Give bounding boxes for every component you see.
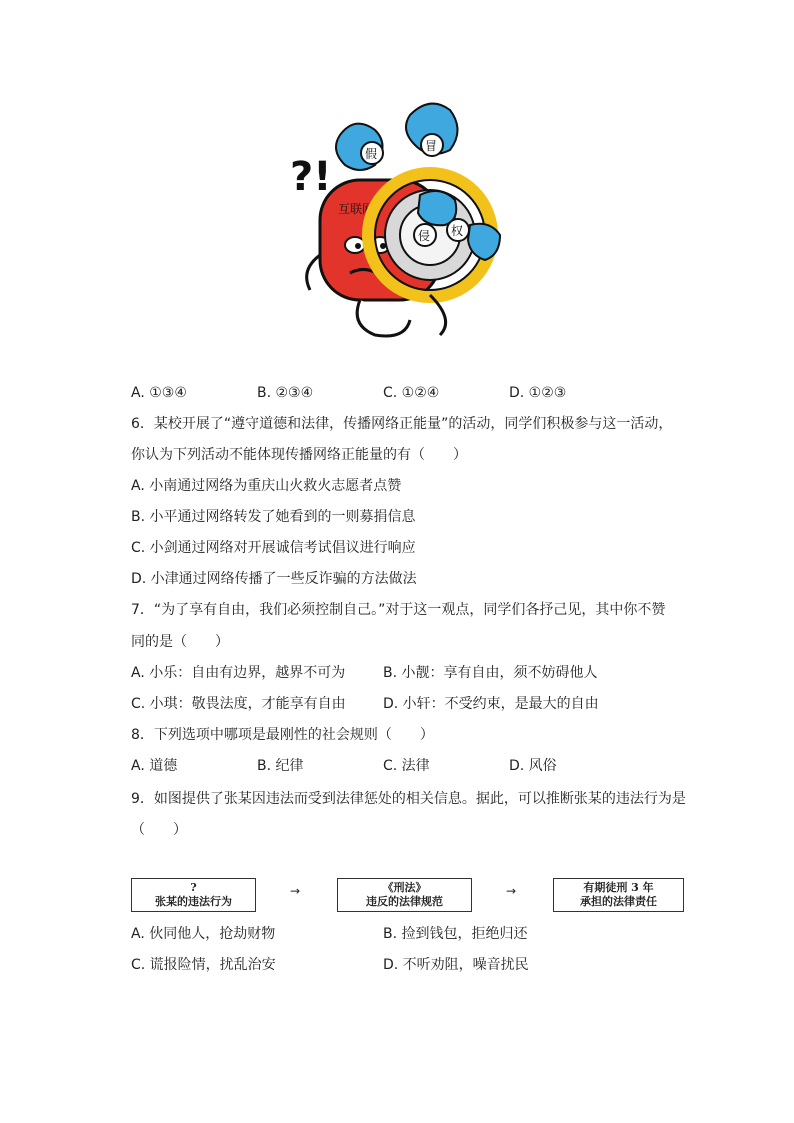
q9-stem-line2: （ ） [131, 822, 187, 838]
badge-counterfeit: 冒 [425, 139, 438, 153]
q8-stem: 8．下列选项中哪项是最刚性的社会规则（ ） [131, 727, 434, 743]
q9-option-c: C. 谎报险情，扰乱治安 [131, 957, 276, 973]
q6-option-c: C. 小剑通过网络对开展诚信考试倡议进行响应 [131, 540, 416, 556]
q8-option-c: C. 法律 [383, 758, 430, 774]
q7-option-a: A. 小乐：自由有边界，越界不可为 [131, 665, 346, 681]
q7-stem-line1: 7．“为了享有自由，我们必须控制自己。”对于这一观点，同学们各抒己见，其中你不赞 [131, 602, 666, 618]
exclaim-mark: ?! [290, 154, 332, 200]
flow-box-violation: ? 张某的违法行为 [131, 878, 256, 912]
q9-option-b: B. 捡到钱包，拒绝归还 [383, 926, 528, 942]
q6-option-a: A. 小南通过网络为重庆山火救火志愿者点赞 [131, 478, 402, 494]
q7-option-c: C. 小琪：敬畏法度，才能享有自由 [131, 696, 346, 712]
q7-stem-line2: 同的是（ ） [131, 634, 229, 650]
flow-arrow: → [506, 884, 517, 898]
internet-infringement-cartoon [280, 95, 510, 345]
q7-option-d: D. 小轩：不受约束，是最大的自由 [383, 696, 599, 712]
flow-arrow: → [290, 884, 301, 898]
q8-option-a: A. 道德 [131, 758, 178, 774]
internet-label: 互联网 [338, 202, 375, 216]
q5-option-a: A. ①③④ [131, 385, 187, 401]
flow-box-liability: 有期徒刑 3 年 承担的法律责任 [553, 878, 684, 912]
q6-option-b: B. 小平通过网络转发了她看到的一则募捐信息 [131, 509, 416, 525]
q6-option-d: D. 小津通过网络传播了一些反诈骗的方法做法 [131, 571, 417, 587]
q7-option-b: B. 小靓：享有自由，须不妨碍他人 [383, 665, 598, 681]
q9-option-a: A. 伙同他人，抢劫财物 [131, 926, 276, 942]
blue-creature [468, 224, 500, 260]
badge-invade: 侵 [418, 229, 431, 243]
badge-right: 权 [451, 224, 464, 238]
q5-option-c: C. ①②④ [383, 385, 440, 401]
flow-box-law: 《刑法》 违反的法律规范 [337, 878, 472, 912]
q5-option-b: B. ②③④ [257, 385, 314, 401]
blue-creature [418, 191, 456, 225]
q9-stem-line1: 9．如图提供了张某因违法而受到法律惩处的相关信息。据此，可以推断张某的违法行为是 [131, 791, 686, 807]
q8-option-d: D. 风俗 [509, 758, 557, 774]
q8-option-b: B. 纪律 [257, 758, 304, 774]
q6-stem-line2: 你认为下列活动不能体现传播网络正能量的有（ ） [131, 447, 467, 463]
badge-fake: 假 [365, 147, 378, 161]
q9-option-d: D. 不听劝阻，噪音扰民 [383, 957, 529, 973]
q6-stem-line1: 6．某校开展了“遵守道德和法律，传播网络正能量”的活动，同学们积极参与这一活动， [131, 416, 673, 432]
q5-option-d: D. ①②③ [509, 385, 567, 401]
